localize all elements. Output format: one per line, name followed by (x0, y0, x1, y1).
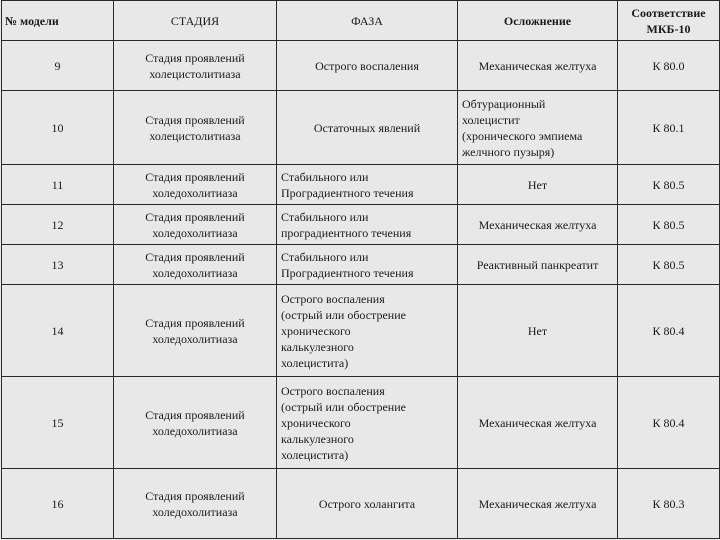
table-row (2, 245, 720, 285)
table-row (2, 469, 720, 539)
model-number-cell: 10 (2, 91, 114, 165)
icd-code-cell: К 80.4 (618, 285, 720, 377)
phase-cell: Стабильного или Проградиентного течения (277, 245, 458, 285)
icd-code-cell: К 80.3 (618, 469, 720, 539)
phase-cell: Стабильного или Проградиентного течения (277, 165, 458, 205)
table-row (2, 285, 720, 377)
stage-cell: Стадия проявлений холедохолитиаза (114, 469, 277, 539)
model-number-cell: 16 (2, 469, 114, 539)
table-row (2, 91, 720, 165)
stage-cell: Стадия проявлений холецистолитиаза (114, 91, 277, 165)
model-number-cell: 14 (2, 285, 114, 377)
complication-cell: Нет (458, 165, 618, 205)
header-model-number: № модели (2, 1, 114, 41)
table-row (2, 41, 720, 91)
stage-cell: Стадия проявлений холедохолитиаза (114, 377, 277, 469)
model-number-cell: 12 (2, 205, 114, 245)
stage-cell: Стадия проявлений холецистолитиаза (114, 41, 277, 91)
icd-code-cell: К 80.5 (618, 245, 720, 285)
phase-cell: Остаточных явлений (277, 91, 458, 165)
header-icd10: Соответствие МКБ-10 (618, 1, 720, 41)
phase-cell: Острого воспаления (острый или обострение хронического калькулезного холецистита) (277, 377, 458, 469)
model-number-cell: 9 (2, 41, 114, 91)
stage-cell: Стадия проявлений холедохолитиаза (114, 285, 277, 377)
phase-cell: Острого воспаления (277, 41, 458, 91)
complication-cell: Обтурационный холецистит (хронического эмпиема желчного пузыря) (458, 91, 618, 165)
complication-cell: Реактивный панкреатит (458, 245, 618, 285)
stage-cell: Стадия проявлений холедохолитиаза (114, 165, 277, 205)
complication-cell: Механическая желтуха (458, 41, 618, 91)
model-number-cell: 11 (2, 165, 114, 205)
phase-cell: Острого холангита (277, 469, 458, 539)
model-number-cell: 13 (2, 245, 114, 285)
table-row (2, 377, 720, 469)
table-row (2, 165, 720, 205)
icd-code-cell: К 80.1 (618, 91, 720, 165)
stage-cell: Стадия проявлений холедохолитиаза (114, 205, 277, 245)
header-row (2, 1, 720, 41)
header-phase: ФАЗА (277, 1, 458, 41)
complication-cell: Механическая желтуха (458, 469, 618, 539)
complication-cell: Механическая желтуха (458, 377, 618, 469)
complication-cell: Нет (458, 285, 618, 377)
header-complication: Осложнение (458, 1, 618, 41)
icd-code-cell: К 80.4 (618, 377, 720, 469)
header-stage: СТАДИЯ (114, 1, 277, 41)
complication-cell: Механическая желтуха (458, 205, 618, 245)
table-row (2, 205, 720, 245)
phase-cell: Стабильного или проградиентного течения (277, 205, 458, 245)
stage-cell: Стадия проявлений холедохолитиаза (114, 245, 277, 285)
icd-code-cell: К 80.5 (618, 205, 720, 245)
phase-cell: Острого воспаления (острый или обострение хронического калькулезного холецистита) (277, 285, 458, 377)
icd-code-cell: К 80.0 (618, 41, 720, 91)
model-number-cell: 15 (2, 377, 114, 469)
classification-table (1, 0, 720, 539)
icd-code-cell: К 80.5 (618, 165, 720, 205)
